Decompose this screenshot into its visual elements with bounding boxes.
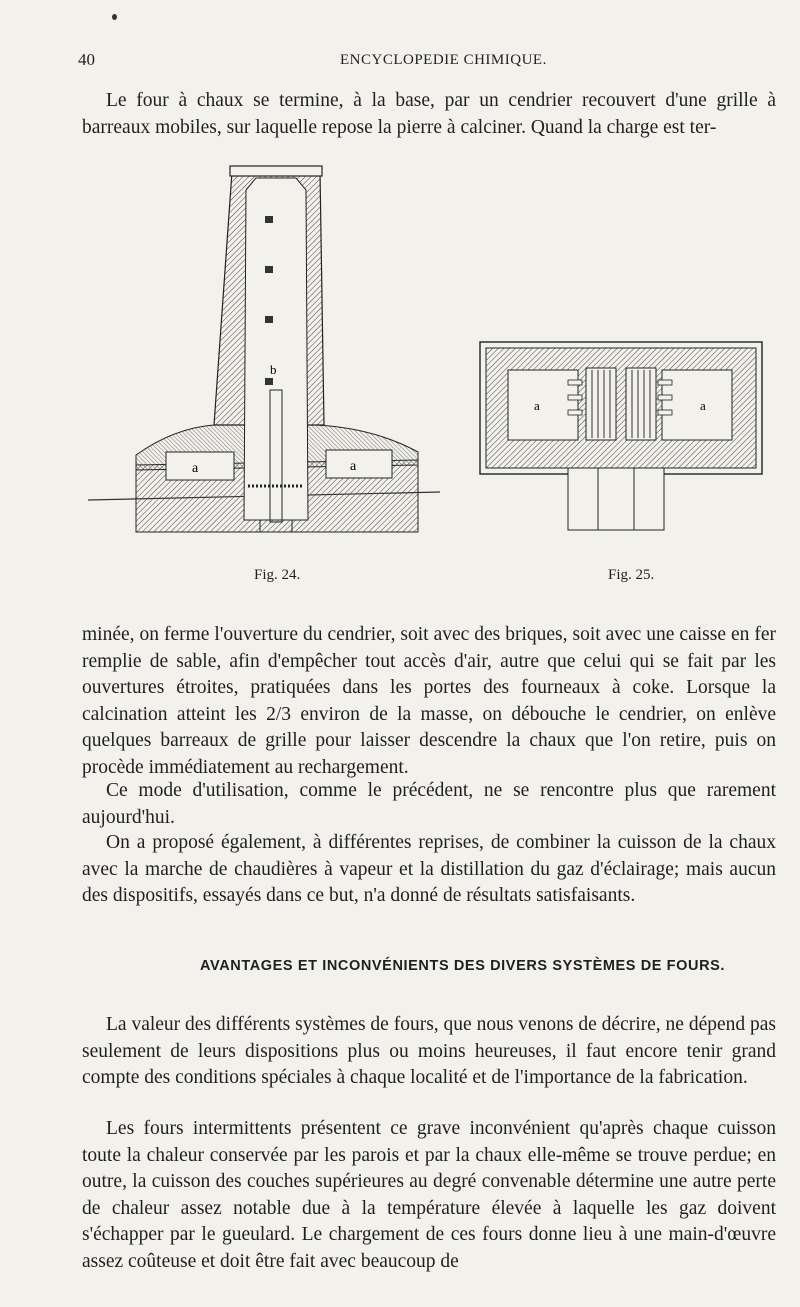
paragraph-closing-ashpit: minée, on ferme l'ouverture du cendrier, soit avec des briques, soit avec une caisse en fer remplie de sable, afin d'empêcher tout accès d'air, autre que celui qui se fait par les ouvertures étroites, pratiquées dans les portes des fourneaux à coke. Lorsque la calcination atteint les 2/3 environ de la masse, on débouche le cendrier, on enlève quelques barreaux de grille pour laisser descendre la chaux que l'on retire, puis on procède immédiatement au rechargement. <box>82 624 776 778</box>
paragraph-combination: On a proposé également, à différentes reprises, de combiner la cuisson de la chaux avec la marche de chaudières à vapeur et la distillation du gaz d'éclairage; mais aucun des dispositifs, essayés dans ce but, n'a donné de résultats satisfaisants. <box>82 832 776 906</box>
figure-24-caption: Fig. 24. <box>254 567 301 583</box>
figure-25-drawing <box>478 340 778 540</box>
paragraph-intermittent-ovens: Les fours intermittents présentent ce grave inconvénient qu'après chaque cuisson toute la chaleur conservée par les parois et par la chaux elle-même se trouve perdue; en outre, la cuisson des couches supérieures au degré convenable détermine une autre perte de chaleur assez notable due à la température élevée à laquelle les gaz doivent s'échapper par le gueulard. Le chargement de ces fours donne lieu à une main-d'œuvre assez coûteuse et doit être fait avec beaucoup de <box>82 1118 776 1272</box>
section-title: AVANTAGES ET INCONVÉNIENTS DES DIVERS SYSTÈMES DE FOURS. <box>200 958 726 974</box>
fig24-label-b: b <box>270 362 277 377</box>
running-title: ENCYCLOPEDIE CHIMIQUE. <box>340 52 547 68</box>
figure-25-caption: Fig. 25. <box>608 567 655 583</box>
figure-24 <box>84 160 444 540</box>
paragraph-furnace-base: Le four à chaux se termine, à la base, par un cendrier recouvert d'une grille à barreaux mobiles, sur laquelle repose la pierre à calciner. Quand la charge est ter- <box>82 90 776 138</box>
figure-25 <box>478 340 778 540</box>
paragraph-value-systems: La valeur des différents systèmes de fours, que nous venons de décrire, ne dépend pas seulement de leurs dispositions plus ou moins heureuses, il faut encore tenir grand compte des conditions spéciales à chaque localité et de l'importance de la fabrication. <box>82 1014 777 1088</box>
fig24-label-a-right: a <box>350 459 357 474</box>
fig25-label-a-right: a <box>700 398 706 413</box>
page-number: 40 <box>78 50 95 69</box>
paragraph-utilisation: Ce mode d'utilisation, comme le précédent, ne se rencontre plus que rarement aujourd'hui. <box>82 780 776 828</box>
figure-24-drawing <box>84 160 444 540</box>
fig24-label-a-left: a <box>192 461 199 476</box>
fig25-label-a-left: a <box>534 398 540 413</box>
page-header <box>78 50 776 76</box>
ink-speck <box>112 14 117 20</box>
